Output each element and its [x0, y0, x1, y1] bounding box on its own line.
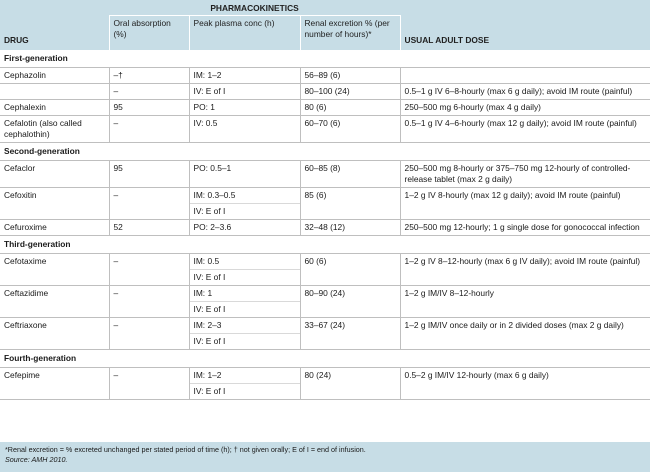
drug-name: Cefalotin (also called cephalothin) — [0, 115, 109, 142]
oral-absorption-column-header: Oral absorption (%) — [109, 16, 189, 50]
adult-dose-value: 1–2 g IV 8–12-hourly (max 6 g IV daily); avoid IM route (painful) — [400, 253, 650, 285]
oral-absorption-value: – — [109, 83, 189, 99]
section-row — [0, 142, 650, 160]
table-footnote — [0, 442, 650, 472]
oral-absorption-value: 52 — [109, 219, 189, 235]
renal-excretion-value: 85 (6) — [300, 187, 400, 219]
drug-name — [0, 83, 109, 99]
drug-name: Cefaclor — [0, 160, 109, 187]
renal-excretion-value: 56–89 (6) — [300, 67, 400, 83]
peak-plasma-column-header: Peak plasma conc (h) — [189, 16, 300, 50]
oral-absorption-value: 95 — [109, 160, 189, 187]
adult-dose-value: 0.5–1 g IV 6–8-hourly (max 6 g daily); avoid IM route (painful) — [400, 83, 650, 99]
usual-adult-dose-column-header: USUAL ADULT DOSE — [400, 16, 650, 50]
peak-plasma-iv-value: IV: E of I — [190, 333, 300, 349]
adult-dose-value — [400, 67, 650, 83]
peak-plasma-cell — [189, 285, 300, 317]
peak-plasma-value: IM: 1–2 — [189, 67, 300, 83]
renal-excretion-value: 80 (24) — [300, 367, 400, 399]
renal-excretion-value: 60–70 (6) — [300, 115, 400, 142]
section-row — [0, 50, 650, 68]
peak-plasma-cell — [189, 187, 300, 219]
peak-plasma-iv-value: IV: E of I — [190, 203, 300, 219]
adult-dose-value: 0.5–2 g IM/IV 12-hourly (max 6 g daily) — [400, 367, 650, 399]
renal-excretion-column-header: Renal excretion % (per number of hours)* — [300, 16, 400, 50]
peak-plasma-im-value: IM: 0.5 — [193, 255, 220, 266]
drug-name: Cephalexin — [0, 99, 109, 115]
oral-absorption-value: –† — [109, 67, 189, 83]
adult-dose-value: 250–500 mg 12-hourly; 1 g single dose for gonococcal infection — [400, 219, 650, 235]
renal-excretion-value: 32–48 (12) — [300, 219, 400, 235]
drug-name: Cefoxitin — [0, 187, 109, 219]
peak-plasma-value: PO: 2–3.6 — [189, 219, 300, 235]
table-row — [0, 253, 650, 285]
oral-absorption-value: 95 — [109, 99, 189, 115]
adult-dose-value: 1–2 g IM/IV once daily or in 2 divided doses (max 2 g daily) — [400, 317, 650, 349]
table-row — [0, 367, 650, 399]
adult-dose-value: 250–500 mg 6-hourly (max 4 g daily) — [400, 99, 650, 115]
table-row — [0, 99, 650, 115]
table-row — [0, 219, 650, 235]
renal-excretion-value: 60–85 (8) — [300, 160, 400, 187]
footnote-text: *Renal excretion = % excreted unchanged per stated period of time (h); † not given orally; E of I = end of infusion. — [5, 445, 366, 454]
peak-plasma-im-value: IM: 0.3–0.5 — [193, 189, 236, 200]
table-row — [0, 285, 650, 317]
section-title: Second-generation — [0, 142, 650, 160]
adult-dose-value: 250–500 mg 8-hourly or 375–750 mg 12-hourly of controlled-release tablet (max 2 g daily) — [400, 160, 650, 187]
drug-name: Ceftriaxone — [0, 317, 109, 349]
peak-plasma-iv-value: IV: E of I — [190, 301, 300, 317]
peak-plasma-im-value: IM: 1–2 — [193, 369, 222, 380]
renal-excretion-value: 80 (6) — [300, 99, 400, 115]
table-row — [0, 83, 650, 99]
adult-dose-value: 1–2 g IV 8-hourly (max 12 g daily); avoid IM route (painful) — [400, 187, 650, 219]
oral-absorption-value: – — [109, 367, 189, 399]
oral-absorption-value: – — [109, 253, 189, 285]
section-row — [0, 235, 650, 253]
oral-absorption-value: – — [109, 285, 189, 317]
header-blank-left — [0, 0, 109, 16]
oral-absorption-value: – — [109, 317, 189, 349]
table-body — [0, 50, 650, 400]
table-row — [0, 67, 650, 83]
table-header — [0, 0, 650, 50]
oral-absorption-value: – — [109, 115, 189, 142]
adult-dose-value: 1–2 g IM/IV 8–12-hourly — [400, 285, 650, 317]
drug-name: Cefepime — [0, 367, 109, 399]
section-title: Fourth-generation — [0, 349, 650, 367]
drug-name: Ceftazidime — [0, 285, 109, 317]
header-blank-right — [400, 0, 650, 16]
peak-plasma-cell — [189, 367, 300, 399]
peak-plasma-value: PO: 0.5–1 — [189, 160, 300, 187]
peak-plasma-im-value: IM: 2–3 — [193, 319, 222, 330]
peak-plasma-value: IV: E of I — [189, 83, 300, 99]
peak-plasma-cell — [189, 253, 300, 285]
peak-plasma-iv-value: IV: E of I — [190, 269, 300, 285]
drug-column-header: DRUG — [0, 16, 109, 50]
peak-plasma-cell — [189, 317, 300, 349]
peak-plasma-im-value: IM: 1 — [193, 287, 213, 298]
renal-excretion-value: 33–67 (24) — [300, 317, 400, 349]
source-citation: Source: AMH 2010. — [5, 455, 68, 464]
drug-name: Cefotaxime — [0, 253, 109, 285]
table-row — [0, 317, 650, 349]
drug-name: Cephazolin — [0, 67, 109, 83]
drug-name: Cefuroxime — [0, 219, 109, 235]
peak-plasma-iv-value: IV: E of I — [190, 383, 300, 399]
table-row — [0, 187, 650, 219]
oral-absorption-value: – — [109, 187, 189, 219]
peak-plasma-value: IV: 0.5 — [189, 115, 300, 142]
renal-excretion-value: 60 (6) — [300, 253, 400, 285]
pharmacokinetics-group-header: PHARMACOKINETICS — [109, 0, 400, 16]
section-title: First-generation — [0, 50, 650, 68]
section-title: Third-generation — [0, 235, 650, 253]
renal-excretion-value: 80–90 (24) — [300, 285, 400, 317]
peak-plasma-value: PO: 1 — [189, 99, 300, 115]
table-row — [0, 160, 650, 187]
renal-excretion-value: 80–100 (24) — [300, 83, 400, 99]
section-row — [0, 349, 650, 367]
table-row — [0, 115, 650, 142]
adult-dose-value: 0.5–1 g IV 4–6-hourly (max 12 g daily); avoid IM route (painful) — [400, 115, 650, 142]
